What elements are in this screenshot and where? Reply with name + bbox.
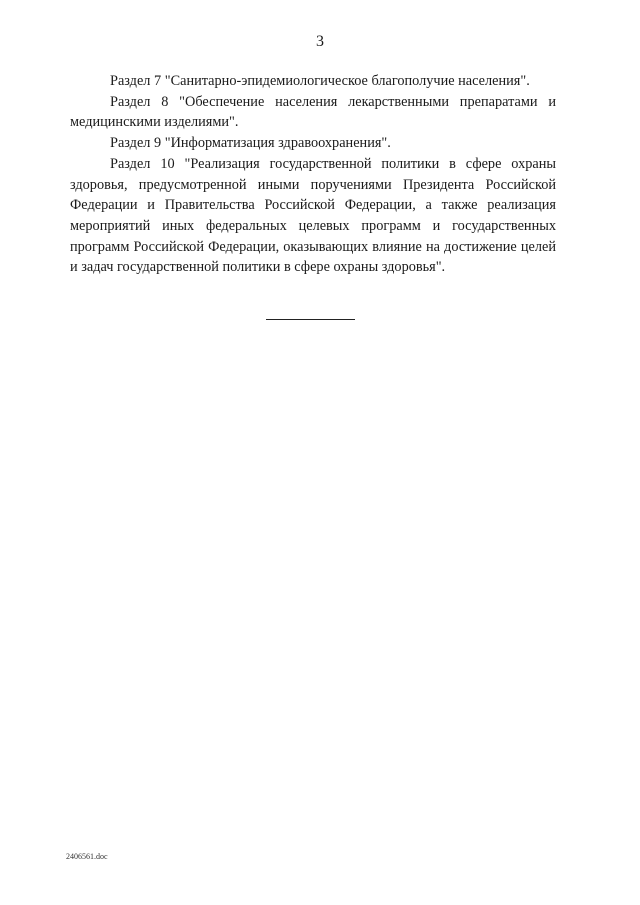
page-number: 3 <box>316 33 324 50</box>
section-7-paragraph: Раздел 7 "Санитарно-эпидемиологическое благополучие населения". <box>110 73 530 89</box>
section-10-paragraph: Раздел 10 "Реализация государственной политики в сфере охраны здоровья, предусмотренной иными поручениями Президента Российской Федерации и Правительства Российской Федерации, а также реализация мероприятий иных федеральных целевых программ и государственных программ Российской Федерации, оказывающих влияние на достижение целей и задач государственной политики в сфере охраны здоровья". <box>70 155 556 276</box>
section-8-paragraph: Раздел 8 "Обеспечение населения лекарственными препаратами и медицинскими изделиями". <box>70 93 556 131</box>
document-body <box>70 71 556 278</box>
section-9-paragraph: Раздел 9 "Информатизация здравоохранения". <box>110 135 391 152</box>
end-separator-line <box>266 319 355 320</box>
footer-filename: 2406561.doc <box>66 852 108 861</box>
